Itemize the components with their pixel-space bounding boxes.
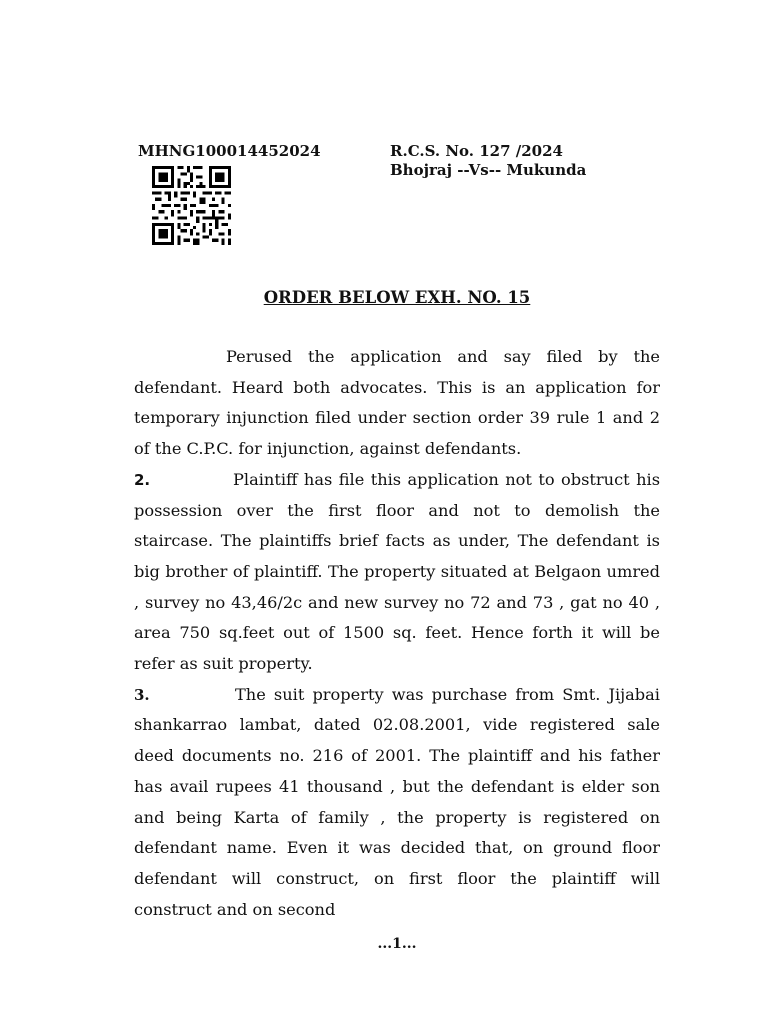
paragraph-number: 2.: [134, 470, 151, 489]
paragraph-2: [134, 465, 660, 680]
paragraph-text: The suit property was purchase from Smt. Jijabai shankarrao lambat, dated 02.08.2001, vide registered sale deed documents no. 216 of 2001. The plaintiff and his father has avail rupees 41 thousand , but the defendant is elder son and being Karta of family , the property is registered on defendant name. Even it was decided that, on ground floor defendant will construct, on first floor the plaintiff will construct and on second: [134, 684, 660, 919]
order-title: ORDER BELOW EXH. NO. 15: [263, 288, 531, 307]
paragraph-1: Perused the application and say filed by the defendant. Heard both advocates. This is an application for temporary injunction filed under section order 39 rule 1 and 2 of the C.P.C. for injunction, against defendants.: [134, 347, 660, 459]
case-number: R.C.S. No. 127 /2024: [390, 142, 563, 160]
cnr-number: MHNG100014452024: [138, 142, 321, 160]
paragraph-number: 3.: [134, 685, 150, 704]
page-number: ...1...: [377, 936, 417, 952]
qr-code-icon: [150, 166, 233, 245]
order-body: [134, 342, 660, 925]
paragraph-text: Plaintiff has file this application not to obstruct his possession over the first floor and not to demolish the staircase. The plaintiffs brief facts as under, The defendant is big brother of plaintiff. The property situated at Belgaon umred , survey no 43,46/2c and new survey no 72 and 73 , gat no 40 , area 750 sq.feet out of 1500 sq. feet. Hence forth it will be refer as suit property.: [134, 469, 660, 674]
case-parties: Bhojraj --Vs-- Mukunda: [390, 161, 587, 179]
case-info: [390, 142, 586, 180]
paragraph-3: [134, 680, 660, 926]
